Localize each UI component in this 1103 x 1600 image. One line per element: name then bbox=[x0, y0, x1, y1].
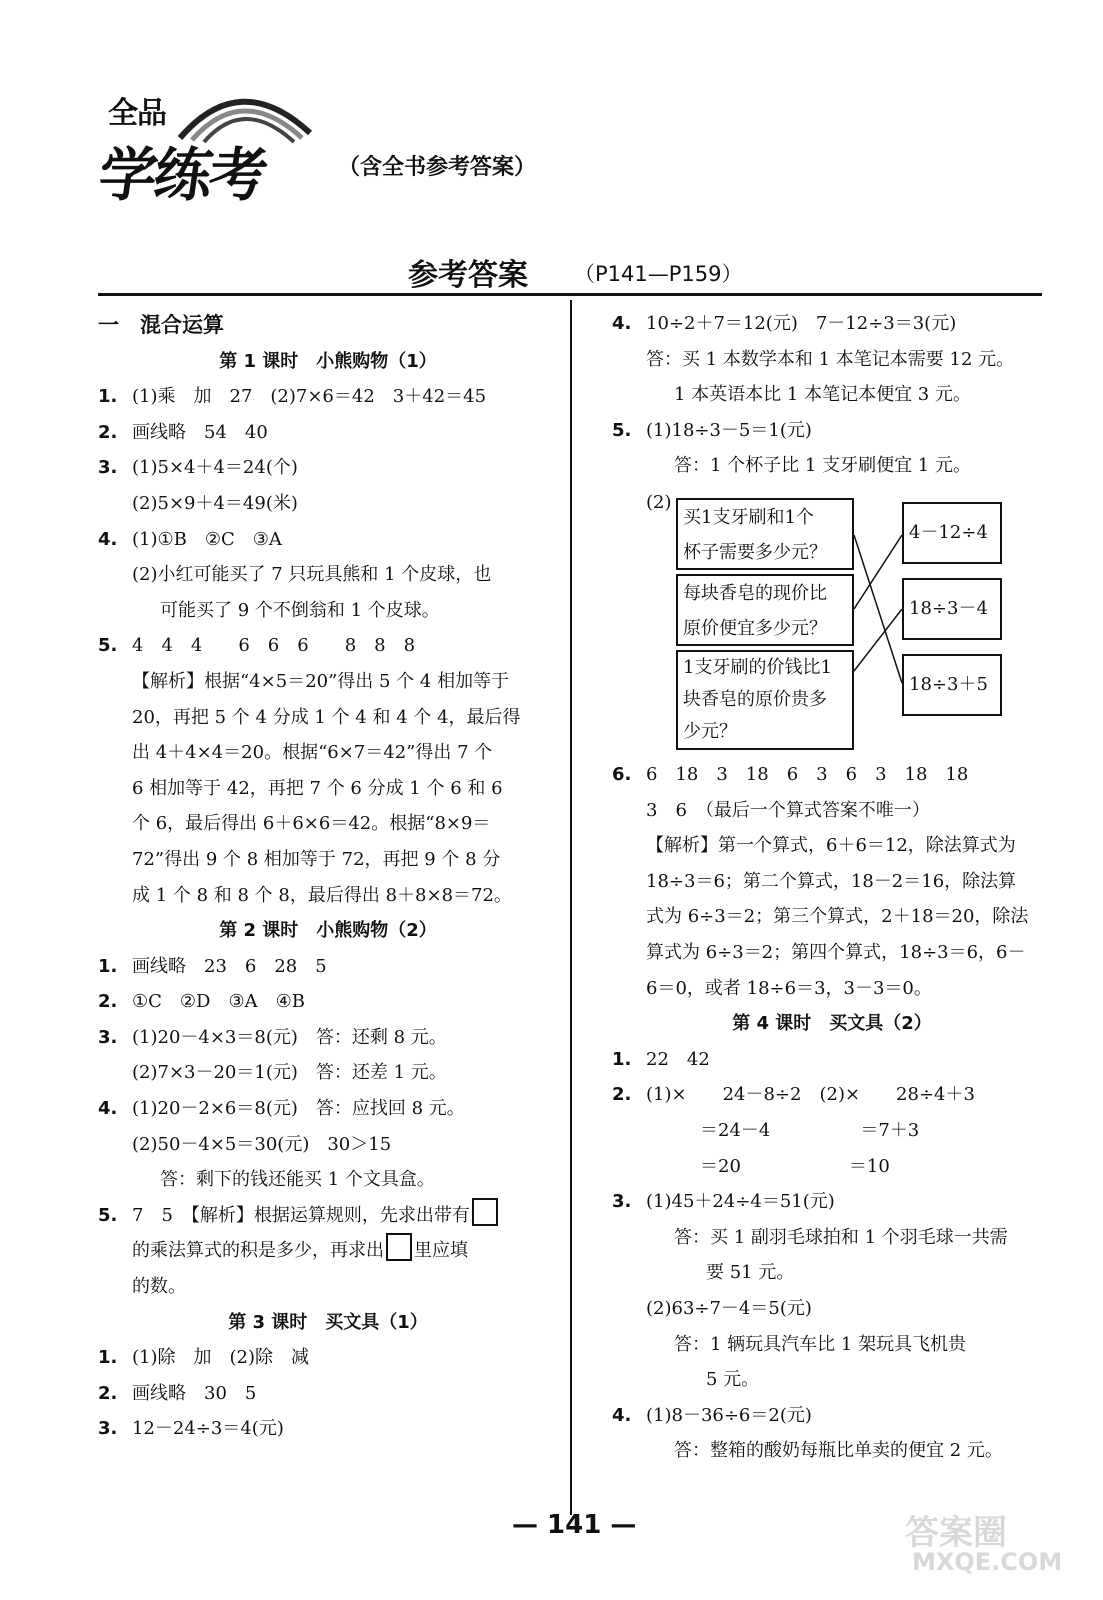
analysis-line: 个 6，最后得出 6＋6×6＝42。根据“8×9＝ bbox=[132, 813, 491, 835]
question-number: 4. bbox=[612, 313, 632, 334]
answer-text: 22 42 bbox=[646, 1048, 710, 1070]
question-number: 4. bbox=[98, 528, 118, 550]
answer-line bbox=[98, 415, 558, 451]
answer-line bbox=[98, 984, 558, 1020]
answer-text: 6 18 3 18 6 3 6 3 18 18 bbox=[646, 764, 969, 785]
question-number: 3. bbox=[98, 1418, 118, 1440]
logo-top-text: 全品 bbox=[108, 96, 166, 131]
answer-text: (1)18÷3－5＝1(元) bbox=[646, 419, 812, 441]
left-column bbox=[98, 308, 558, 1447]
column-divider bbox=[570, 300, 572, 1515]
answer-text: (1)5×4＋4＝24(个) bbox=[132, 457, 298, 479]
answer-text: (1)除 加 (2)除 减 bbox=[132, 1347, 309, 1369]
analysis-line: 6 相加等于 42，再把 7 个 6 分成 1 个 6 和 6 bbox=[132, 777, 503, 799]
header-rule bbox=[98, 293, 1042, 296]
logo-main-text: 学练考 bbox=[94, 141, 270, 209]
logo-subtitle: （含全书参考答案） bbox=[338, 155, 537, 180]
answer-line: (2)小红可能买了 7 只玩具熊和 1 个皮球，也 bbox=[132, 564, 492, 586]
answer-line: ＝20 ＝10 bbox=[646, 1155, 890, 1177]
answer-text: 里应填 bbox=[414, 1240, 468, 1262]
answer-line bbox=[98, 1020, 558, 1056]
answer-text: 4 4 4 6 6 6 8 8 8 bbox=[132, 635, 416, 657]
lesson-heading: 第 1 课时 小熊购物（1） bbox=[219, 350, 437, 372]
answer-line: 答：剩下的钱还能买 1 个文具盒。 bbox=[160, 1169, 435, 1191]
answer-line bbox=[98, 1233, 558, 1269]
answer-line: (2)5×9＋4＝49(米) bbox=[132, 492, 298, 514]
question-number: 2. bbox=[98, 1382, 118, 1404]
question-number: 2. bbox=[98, 421, 118, 443]
question-number: 3. bbox=[98, 457, 118, 479]
analysis-line: 6＝0，或者 18÷6＝3，3－3＝0。 bbox=[646, 977, 932, 999]
analysis-line: 【解析】第一个算式，6＋6＝12，除法算式为 bbox=[646, 835, 1016, 857]
answer-line: 答：1 辆玩具汽车比 1 架玩具飞机贵 bbox=[674, 1333, 967, 1355]
answer-text: 画线略 30 5 bbox=[132, 1382, 257, 1404]
answer-line: 要 51 元。 bbox=[706, 1262, 795, 1284]
answer-text: 12－24÷3＝4(元) bbox=[132, 1418, 284, 1440]
answer-text: (1)20－2×6＝8(元) 答：应找回 8 元。 bbox=[132, 1098, 465, 1120]
question-box-2: 每块香皂的现价比 原价便宜多少元？ bbox=[676, 574, 854, 646]
analysis-line: 20，再把 5 个 4 分成 1 个 4 和 4 个 4，最后得 bbox=[132, 706, 521, 728]
answer-line bbox=[98, 949, 558, 985]
section-heading: 一 混合运算 bbox=[98, 313, 224, 337]
analysis-line: 【解析】根据“4×5＝20”得出 5 个 4 相加等于 bbox=[132, 670, 510, 692]
blank-box-icon bbox=[472, 1198, 498, 1226]
match-line bbox=[854, 535, 902, 609]
right-column-bottom bbox=[612, 757, 1052, 1469]
analysis-line: 出 4＋4×4＝20。根据“6×7＝42”得出 7 个 bbox=[132, 742, 493, 764]
answer-line: (2)63÷7－4＝5(元) bbox=[646, 1297, 812, 1319]
question-number: 1. bbox=[98, 386, 118, 408]
question-box-1: 买1支牙刷和1个 杯子需要多少元？ bbox=[676, 498, 854, 570]
analysis-line: 72”得出 9 个 8 相加等于 72，再把 9 个 8 分 bbox=[132, 848, 501, 870]
answer-line: 的数。 bbox=[132, 1276, 186, 1298]
answer-text: 7 5 【解析】根据运算规则，先求出带有 bbox=[132, 1204, 470, 1226]
question-number: 3. bbox=[98, 1026, 118, 1048]
right-column-top bbox=[612, 306, 1052, 484]
answer-line bbox=[98, 379, 558, 415]
answer-line bbox=[612, 1077, 1052, 1113]
analysis-line: 式为 6÷3＝2；第三个算式，2＋18＝20，除法 bbox=[646, 906, 1029, 928]
answer-text: 10÷2＋7＝12(元) 7－12÷3＝3(元) bbox=[646, 313, 957, 334]
page-number: — 141 — bbox=[512, 1510, 637, 1540]
question-number: 2. bbox=[98, 991, 118, 1013]
question-number: 5. bbox=[98, 1204, 118, 1226]
question-number: 1. bbox=[98, 1347, 118, 1369]
answer-line bbox=[612, 1398, 1052, 1434]
answer-line: 答：整箱的酸奶每瓶比单卖的便宜 2 元。 bbox=[674, 1440, 1003, 1462]
lesson-heading: 第 2 课时 小熊购物（2） bbox=[219, 920, 437, 942]
answer-line: (2)50－4×5＝30(元) 30＞15 bbox=[132, 1133, 392, 1155]
answer-line: 答：买 1 副羽毛球拍和 1 个羽毛球一共需 bbox=[674, 1226, 1008, 1248]
answer-text: (1)乘 加 27 (2)7×6＝42 3＋42＝45 bbox=[132, 386, 487, 408]
answer-text: (1)8－36÷6＝2(元) bbox=[646, 1404, 812, 1426]
answer-text: (1)20－4×3＝8(元) 答：还剩 8 元。 bbox=[132, 1026, 447, 1048]
watermark-logo: 答案圈 bbox=[905, 1513, 1007, 1553]
page-range: （P141—P159） bbox=[574, 262, 743, 286]
answer-line bbox=[98, 450, 558, 486]
answer-line bbox=[98, 1411, 558, 1447]
answer-line: 答：1 个杯子比 1 支牙刷便宜 1 元。 bbox=[674, 455, 971, 477]
question-number: 3. bbox=[612, 1191, 632, 1213]
answer-line: 答：买 1 本数学本和 1 本笔记本需要 12 元。 bbox=[646, 348, 1015, 370]
page-title: 参考答案 bbox=[408, 258, 528, 293]
answer-text: (1)①B ②C ③A bbox=[132, 528, 282, 550]
blank-box-icon bbox=[386, 1233, 412, 1261]
answer-text: (1)45＋24÷4＝51(元) bbox=[646, 1191, 835, 1213]
matching-lines bbox=[854, 495, 904, 755]
question-number: 5. bbox=[98, 635, 118, 657]
question-number: 4. bbox=[612, 1404, 632, 1426]
analysis-line: 算式为 6÷3＝2；第四个算式，18÷3＝6，6－ bbox=[646, 941, 1026, 963]
answer-line: 1 本英语本比 1 本笔记本便宜 3 元。 bbox=[674, 384, 971, 406]
answer-line bbox=[612, 413, 1052, 449]
question-number: 6. bbox=[612, 764, 632, 785]
answer-text: (1)× 24－8÷2 (2)× 28÷4＋3 bbox=[646, 1084, 975, 1106]
answer-text: ①C ②D ③A ④B bbox=[132, 991, 305, 1013]
answer-text: 画线略 54 40 bbox=[132, 421, 268, 443]
answer-line bbox=[98, 1091, 558, 1127]
answer-line: 5 元。 bbox=[706, 1369, 760, 1391]
answer-line bbox=[98, 628, 558, 664]
watermark-url: MXQE.COM bbox=[912, 1548, 1063, 1576]
expression-box-2: 18÷3－4 bbox=[902, 578, 1002, 640]
analysis-line: 成 1 个 8 和 8 个 8，最后得出 8＋8×8＝72。 bbox=[132, 884, 512, 906]
answer-text: 画线略 23 6 28 5 bbox=[132, 955, 327, 977]
question-number: 1. bbox=[98, 955, 118, 977]
answer-line bbox=[612, 1042, 1052, 1078]
question-box-3: 1支牙刷的价钱比1 块香皂的原价贵多 少元？ bbox=[676, 650, 854, 750]
sub-question-label: (2) bbox=[646, 492, 672, 513]
answer-line bbox=[98, 1340, 558, 1376]
answer-text: 的乘法算式的积是多少，再求出 bbox=[132, 1240, 384, 1262]
answer-line: ＝24－4 ＝7＋3 bbox=[646, 1119, 920, 1141]
lesson-heading: 第 4 课时 买文具（2） bbox=[732, 1013, 932, 1035]
answer-line bbox=[98, 522, 558, 558]
answer-line: (2)7×3－20＝1(元) 答：还差 1 元。 bbox=[132, 1062, 447, 1084]
expression-box-1: 4－12÷4 bbox=[902, 502, 1002, 564]
lesson-heading: 第 3 课时 买文具（1） bbox=[228, 1311, 428, 1333]
analysis-line: 18÷3＝6；第二个算式，18－2＝16，除法算 bbox=[646, 870, 1017, 892]
answer-line bbox=[98, 1376, 558, 1412]
answer-line bbox=[612, 1184, 1052, 1220]
question-number: 4. bbox=[98, 1098, 118, 1120]
answer-line bbox=[612, 757, 1052, 793]
expression-box-3: 18÷3＋5 bbox=[902, 654, 1002, 716]
question-number: 1. bbox=[612, 1048, 632, 1070]
answer-line: 可能买了 9 个不倒翁和 1 个皮球。 bbox=[160, 599, 440, 621]
answer-line bbox=[98, 1198, 558, 1234]
answer-line bbox=[612, 306, 1052, 342]
question-number: 2. bbox=[612, 1084, 632, 1106]
question-number: 5. bbox=[612, 419, 632, 441]
answer-line: 3 6 （最后一个算式答案不唯一） bbox=[646, 799, 930, 821]
